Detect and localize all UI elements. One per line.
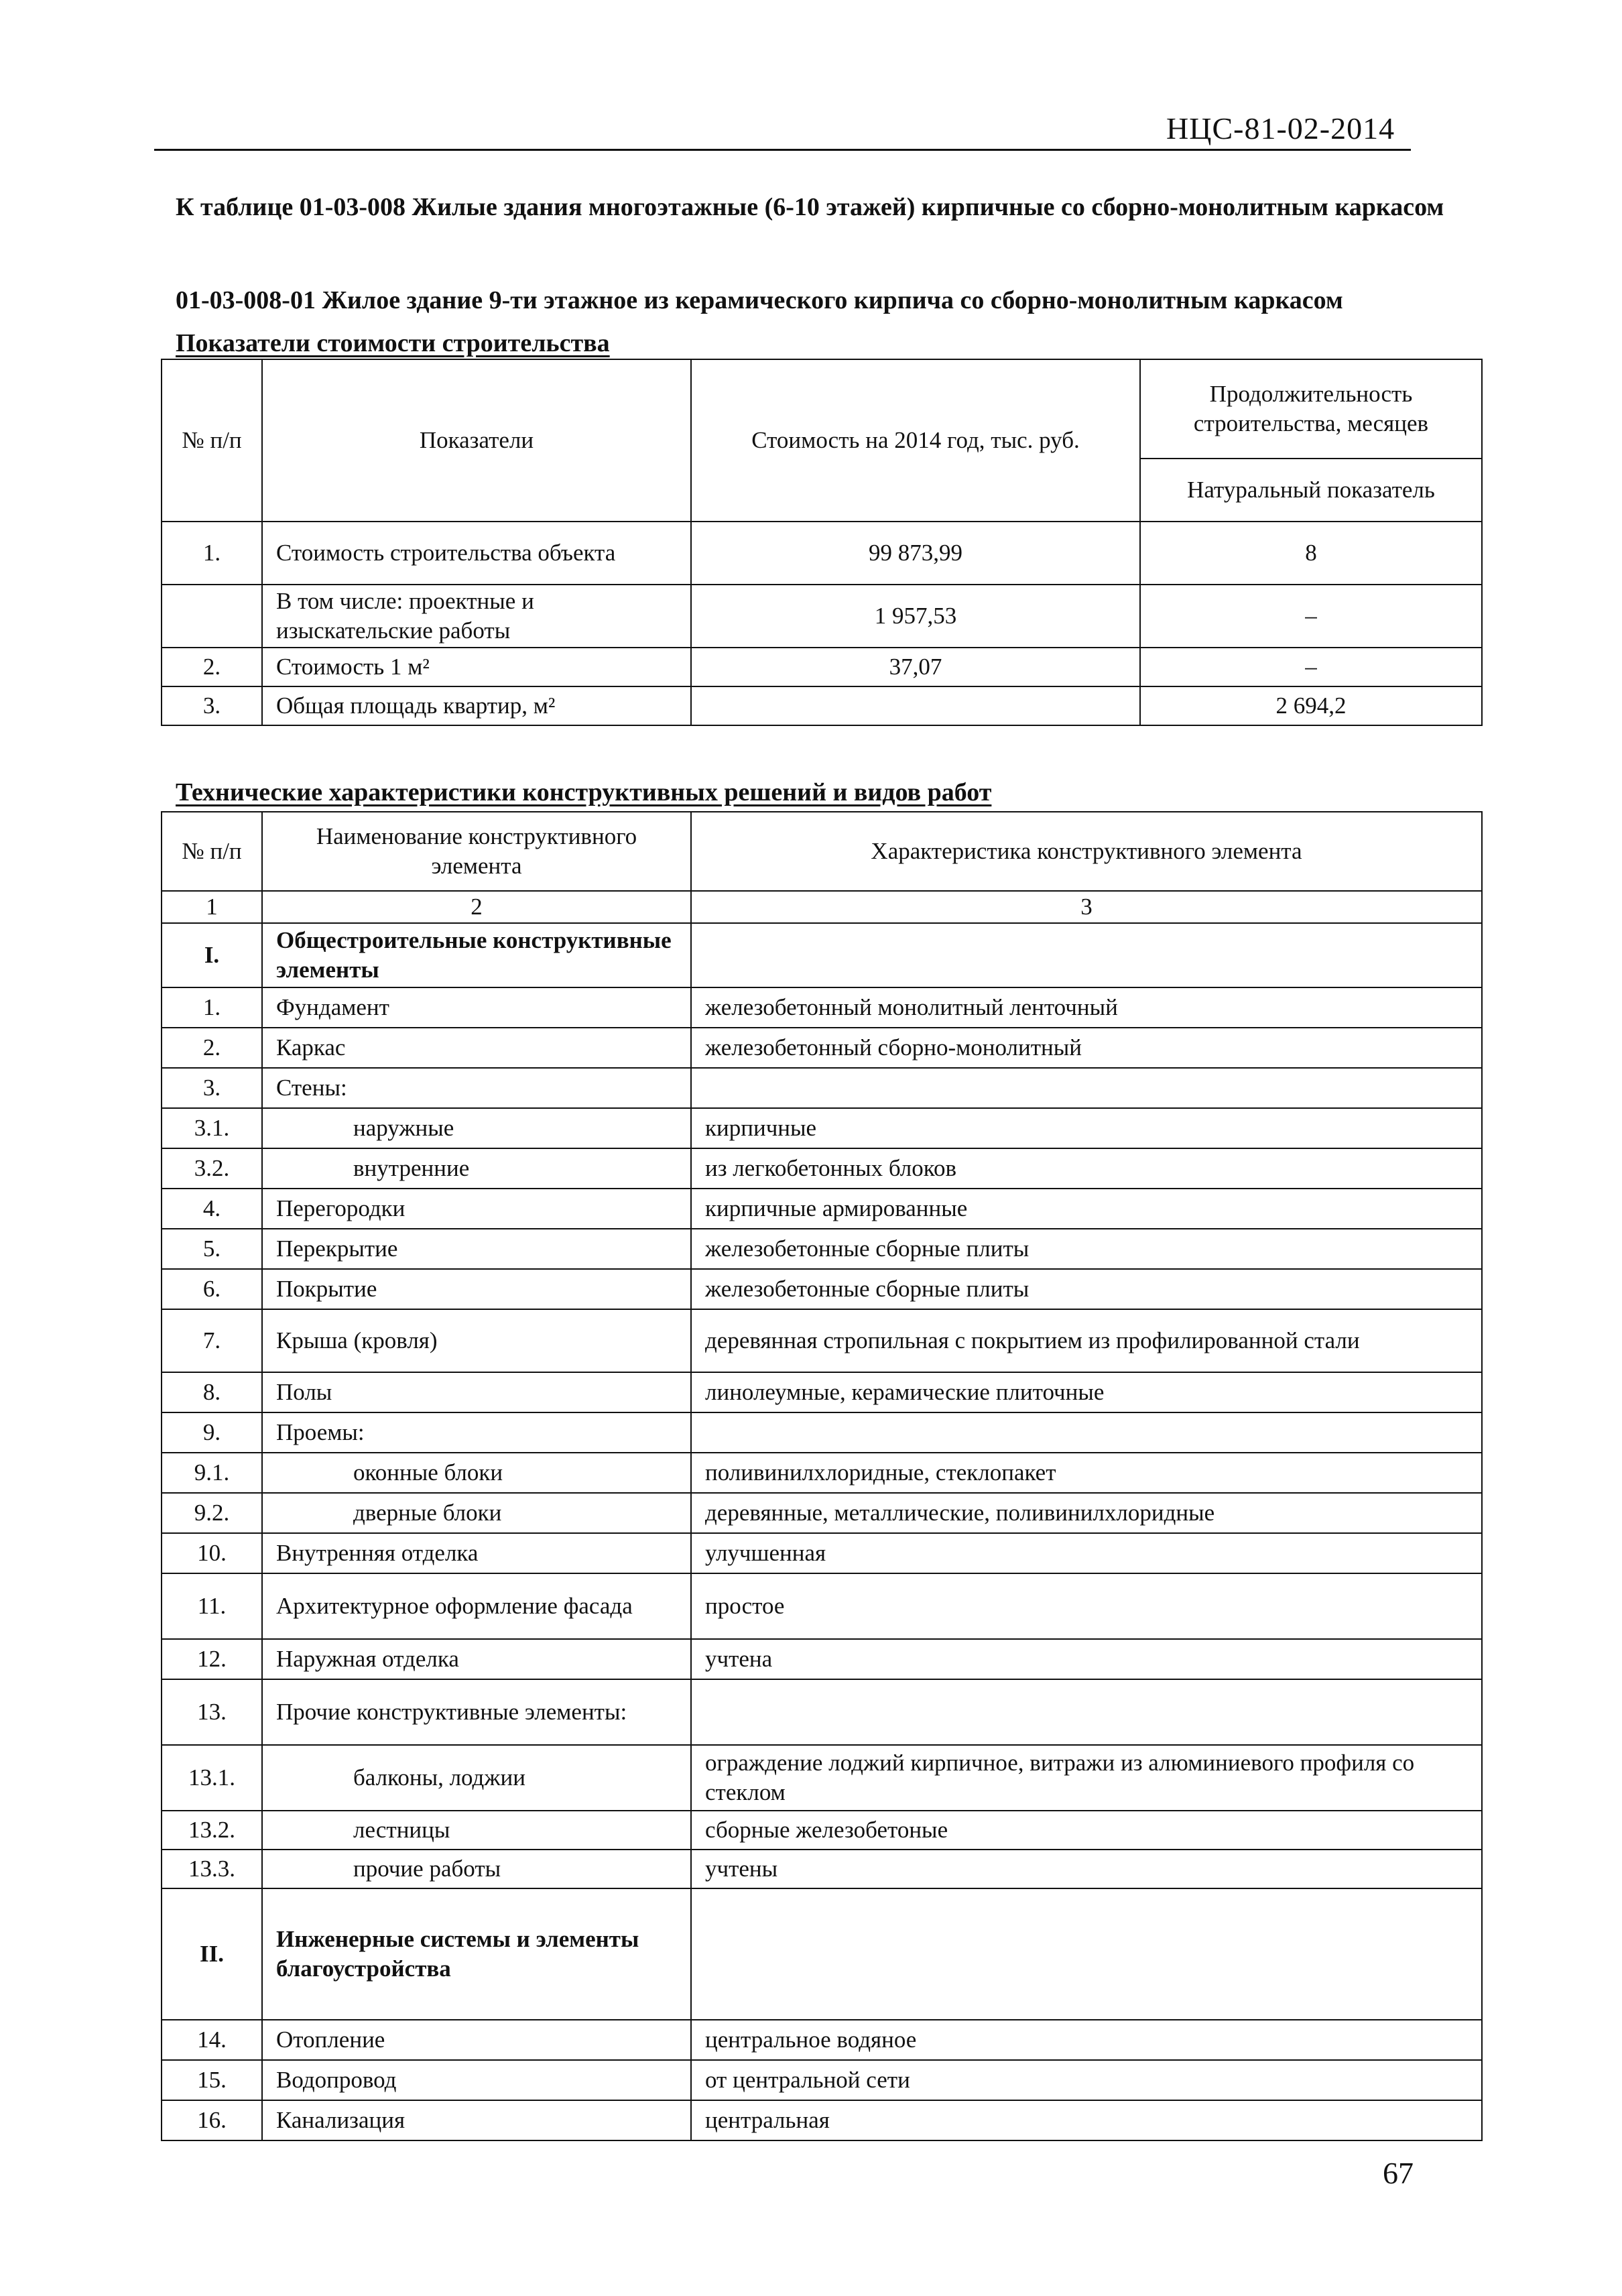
table-row: 14. Отопление центральное водяное bbox=[162, 2020, 1482, 2060]
table-row: 8. Полы линолеумные, керамические плиточные bbox=[162, 1372, 1482, 1412]
table-row: 13.2. лестницы сборные железобетоные bbox=[162, 1811, 1482, 1850]
table-row: 6. Покрытие железобетонные сборные плиты bbox=[162, 1269, 1482, 1309]
cost-indicators-table bbox=[161, 359, 1483, 726]
header-element-name: Наименование конструктивного элемента bbox=[262, 812, 691, 891]
table-row: 1. Фундамент железобетонный монолитный ленточный bbox=[162, 987, 1482, 1028]
table-row: 13. Прочие конструктивные элементы: bbox=[162, 1679, 1482, 1745]
column-number: 1 bbox=[162, 891, 262, 923]
table-row: 3.2. внутренние из легкобетонных блоков bbox=[162, 1148, 1482, 1189]
table-reference-title: К таблице 01-03-008 Жилые здания многоэтажные (6-10 этажей) кирпичные со сборно-монолитным каркасом bbox=[176, 193, 1444, 221]
table-row: 13.3. прочие работы учтены bbox=[162, 1850, 1482, 1888]
column-number: 3 bbox=[691, 891, 1482, 923]
header-num: № п/п bbox=[162, 359, 262, 522]
header-duration: Продолжительность строительства, месяцев bbox=[1140, 359, 1482, 459]
table-row: 9. Проемы: bbox=[162, 1412, 1482, 1453]
header-num: № п/п bbox=[162, 812, 262, 891]
section-row: II. Инженерные системы и элементы благоустройства bbox=[162, 1888, 1482, 2020]
header-cost: Стоимость на 2014 год, тыс. руб. bbox=[691, 359, 1140, 522]
technical-characteristics-table bbox=[161, 811, 1483, 2141]
table-row: В том числе: проектные и изыскательские работы 1 957,53 – bbox=[162, 585, 1482, 648]
cost-section-heading: Показатели стоимости строительства bbox=[176, 329, 610, 357]
section-row: I. Общестроительные конструктивные элементы bbox=[162, 923, 1482, 987]
table-row: 3. Общая площадь квартир, м² 2 694,2 bbox=[162, 686, 1482, 725]
table-row: 5. Перекрытие железобетонные сборные плиты bbox=[162, 1229, 1482, 1269]
table-row: 2. Каркас железобетонный сборно-монолитный bbox=[162, 1028, 1482, 1068]
table-row: 2. Стоимость 1 м² 37,07 – bbox=[162, 648, 1482, 686]
table-row: 1. Стоимость строительства объекта 99 873,99 8 bbox=[162, 522, 1482, 585]
table-row: 9.2. дверные блоки деревянные, металлические, поливинилхлоридные bbox=[162, 1493, 1482, 1533]
object-subtitle: 01-03-008-01 Жилое здание 9-ти этажное из керамического кирпича со сборно-монолитным каркасом bbox=[176, 286, 1343, 314]
header-element-characteristic: Характеристика конструктивного элемента bbox=[691, 812, 1482, 891]
header-natural-indicator: Натуральный показатель bbox=[1140, 459, 1482, 522]
table-row: 15. Водопровод от центральной сети bbox=[162, 2060, 1482, 2100]
table-row: 3.1. наружные кирпичные bbox=[162, 1108, 1482, 1148]
table-row: 13.1. балконы, лоджии ограждение лоджий кирпичное, витражи из алюминиевого профиля со стеклом bbox=[162, 1745, 1482, 1811]
table-row: 3. Стены: bbox=[162, 1068, 1482, 1108]
table-row: 7. Крыша (кровля) деревянная стропильная с покрытием из профилированной стали bbox=[162, 1309, 1482, 1372]
header-rule bbox=[154, 149, 1411, 151]
tech-section-heading: Технические характеристики конструктивных решений и видов работ bbox=[176, 778, 992, 806]
table-row: 9.1. оконные блоки поливинилхлоридные, стеклопакет bbox=[162, 1453, 1482, 1493]
table-row: 12. Наружная отделка учтена bbox=[162, 1639, 1482, 1679]
table-row: 11. Архитектурное оформление фасада простое bbox=[162, 1573, 1482, 1639]
table-row: 16. Канализация центральная bbox=[162, 2100, 1482, 2140]
table-row: 4. Перегородки кирпичные армированные bbox=[162, 1189, 1482, 1229]
table-row: 10. Внутренняя отделка улучшенная bbox=[162, 1533, 1482, 1573]
document-code: НЦС-81-02-2014 bbox=[1166, 111, 1395, 145]
page-number: 67 bbox=[1383, 2156, 1414, 2190]
header-indicator: Показатели bbox=[262, 359, 691, 522]
column-number: 2 bbox=[262, 891, 691, 923]
